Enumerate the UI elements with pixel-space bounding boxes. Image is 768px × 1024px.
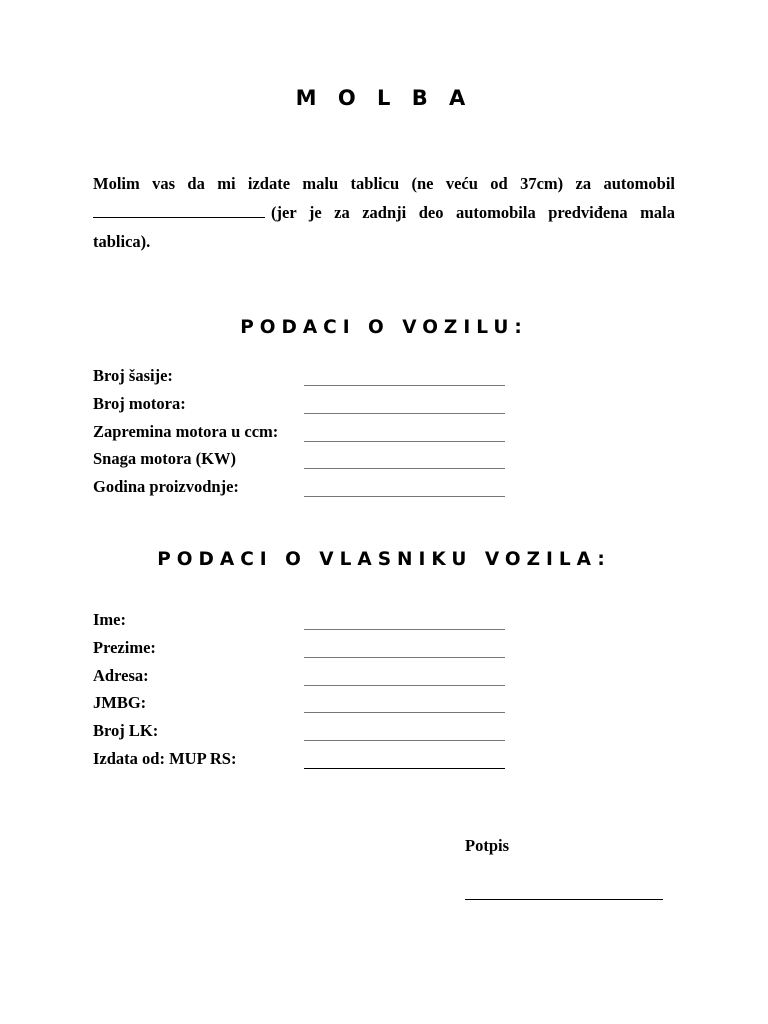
field-row-address [93,666,513,694]
first-name-line[interactable] [304,629,505,630]
field-row-jmbg [93,693,513,721]
jmbg-line[interactable] [304,712,505,713]
field-row-last-name [93,638,513,666]
field-label: Ime: [93,610,126,629]
field-label: Broj LK: [93,721,159,741]
signature-label: Potpis [465,836,510,855]
intro-paragraph [93,169,675,256]
field-row-engine-power [93,449,513,477]
last-name-line[interactable] [304,657,505,658]
field-label: Broj motora: [93,393,186,413]
field-label: Prezime: [93,637,156,657]
engine-number-line[interactable] [304,413,505,414]
vehicle-fields [93,366,513,505]
field-row-first-name [93,610,513,638]
chassis-number-line[interactable] [304,385,505,386]
signature-line[interactable] [465,899,663,900]
field-row-production-year [93,477,513,505]
field-row-engine-volume [93,422,513,450]
id-card-number-line[interactable] [304,740,505,741]
address-line[interactable] [304,685,505,686]
field-label: Godina proizvodnje: [93,477,239,497]
vehicle-section-heading: PODACI O VOZILU: [240,317,528,338]
field-label: Broj šasije: [93,366,173,385]
field-label: Adresa: [93,665,149,685]
field-label: Zapremina motora u ccm: [93,421,279,441]
field-row-issued-by [93,749,513,777]
field-label: JMBG: [93,693,147,713]
vehicle-model-blank[interactable] [93,202,265,218]
engine-volume-line[interactable] [304,441,505,442]
owner-section-heading: PODACI O VLASNIKU VOZILA: [157,549,611,570]
owner-fields [93,610,513,777]
field-row-id-card-number [93,721,513,749]
intro-text-line2: (jer je za zadnji deo automobila predviđena mala tablica). [93,203,675,251]
intro-text-line1: Molim vas da mi izdate malu tablicu (ne veću od 37cm) za automobil [93,174,675,193]
field-row-engine-number [93,394,513,422]
document-title: M O L B A [295,86,473,110]
issued-by-line[interactable] [304,768,505,769]
engine-power-line[interactable] [304,468,505,469]
production-year-line[interactable] [304,496,505,497]
field-row-chassis-number [93,366,513,394]
field-label: Snaga motora (KW) [93,449,236,469]
field-label: Izdata od: MUP RS: [93,748,237,768]
